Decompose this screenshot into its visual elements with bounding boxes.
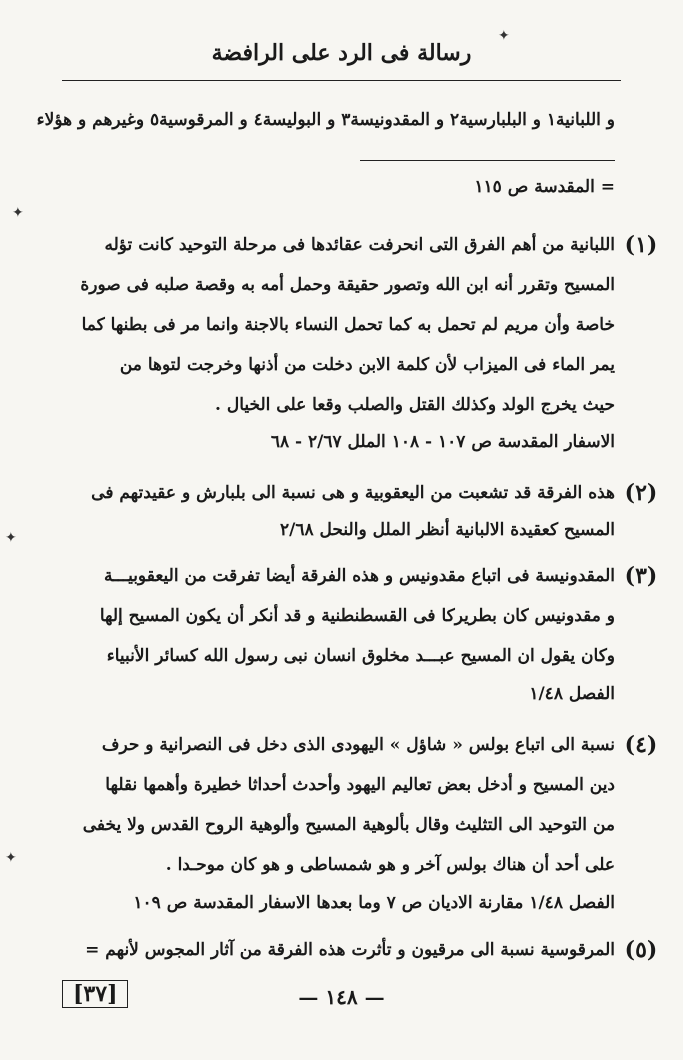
- running-header: رسالة فى الرد على الرافضة: [211, 40, 472, 66]
- page-number: — ١٤٨ —: [298, 985, 385, 1009]
- footnote-number: (٥): [624, 937, 658, 963]
- scan-mark: ✦: [498, 28, 510, 44]
- scan-mark: ✦: [5, 850, 17, 866]
- footnote-line: الاسفار المقدسة ص ١٠٧ - ١٠٨ الملل ٢/٦٧ - ٦٨: [270, 432, 615, 452]
- footnote-line: اللبانية من أهم الفرق التى انحرفت عقائدها فى مرحلة التوحيد كانت تؤله: [104, 235, 615, 255]
- footnote-line: المسيح وتقرر أنه ابن الله وتصور حقيقة وحمل أمه به وقصة صلبه فى صورة: [80, 275, 615, 295]
- scan-mark: ✦: [5, 530, 17, 546]
- footnote-continuation: = المقدسة ص ١١٥: [474, 177, 615, 197]
- footnote-line: حيث يخرج الولد وكذلك القتل والصلب وقعا على الخيال .: [215, 395, 615, 415]
- boxed-page-number: [٣٧]: [62, 980, 128, 1008]
- footnote-number: (١): [624, 232, 658, 258]
- footnote-line: دين المسيح و أدخل بعض تعاليم اليهود وأحدث أحداثا خطيرة وأهمها نقلها: [105, 775, 615, 795]
- footnote-line: على أحد أن هناك بولس آخر و هو شمساطى و هو كان موحـدا .: [165, 855, 615, 875]
- header-rule: [62, 80, 621, 81]
- footnote-line: يمر الماء فى الميزاب لأن كلمة الابن دخلت من أذنها وخرجت لتوها من: [119, 355, 615, 375]
- footnote-number: (٣): [624, 563, 658, 589]
- footnote-number: (٤): [624, 732, 658, 758]
- footnote-line: وكان يقول ان المسيح عبـــد مخلوق انسان نبى رسول الله كسائر الأنبياء: [106, 646, 615, 666]
- footnote-line: المرقوسية نسبة الى مرقيون و تأثرت هذه الفرقة من آثار المجوس لأنهم =: [85, 940, 615, 960]
- footnote-line: من التوحيد الى التثليث وقال بألوهية المسيح وألوهية الروح القدس ولا يخفى: [82, 815, 615, 835]
- footnote-line: المسيح كعقيدة الالبانية أنظر الملل والنحل ٢/٦٨: [280, 520, 615, 540]
- footnote-line: نسبة الى اتباع بولس « شاؤل » اليهودى الذى دخل فى النصرانية و حرف: [101, 735, 615, 755]
- body-text-line: و اللبانية١ و البلبارسية٢ و المقدونيسة٣ و البوليسة٤ و المرقوسية٥ وغيرهم و هؤلاء: [36, 110, 615, 130]
- footnote-line: الفصل ١/٤٨ مقارنة الاديان ص ٧ وما بعدها الاسفار المقدسة ص ١٠٩: [133, 893, 615, 913]
- scan-mark: ✦: [12, 205, 24, 221]
- footnote-line: هذه الفرقة قد تشعبت من اليعقوبية و هى نسبة الى بلبارش و عقيدتهم فى: [91, 483, 615, 503]
- footnote-line: المقدونيسة فى اتباع مقدونيس و هذه الفرقة أيضا تفرقت من اليعقوبيـــة: [104, 566, 615, 586]
- footnote-line: خاصة وأن مريم لم تحمل به كما تحمل النساء بالاجنة وانما مر فى بطنها كما: [81, 315, 615, 335]
- footnote-line: الفصل ١/٤٨: [529, 684, 615, 704]
- footnote-separator: [360, 160, 615, 161]
- footnote-number: (٢): [624, 480, 658, 506]
- footnote-line: و مقدونيس كان بطريركا فى القسطنطنية و قد أنكر أن يكون المسيح إلها: [99, 606, 615, 626]
